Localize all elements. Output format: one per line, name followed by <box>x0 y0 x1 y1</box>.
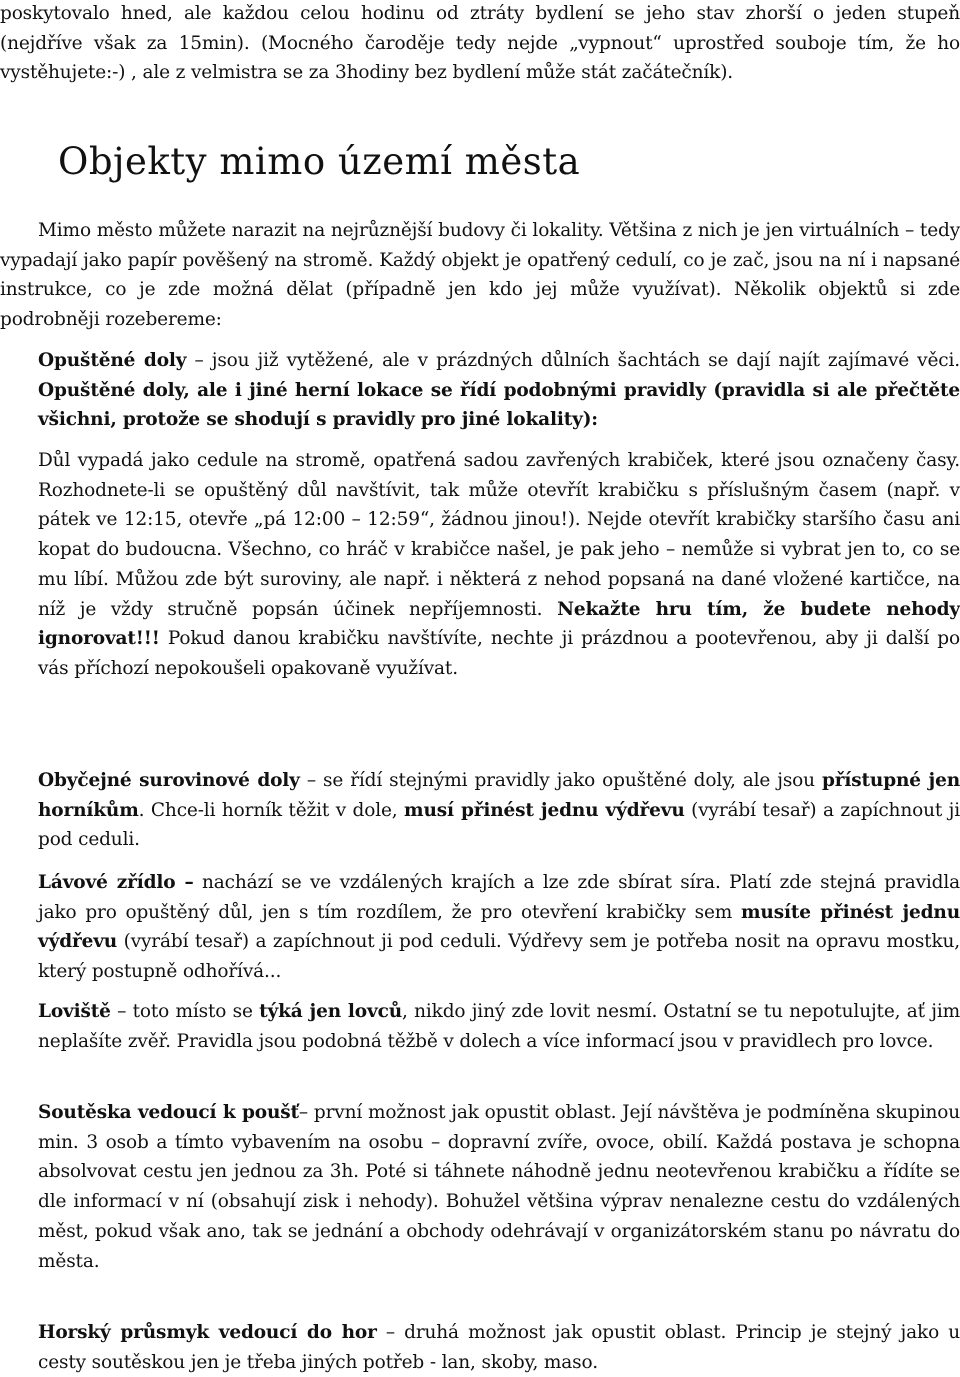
horsky-prusmyk-paragraph <box>38 1318 960 1377</box>
obycejne-doly-title: Obyčejné surovinové doly <box>38 770 300 791</box>
horsky-prusmyk-title: Horský průsmyk vedoucí do hor <box>38 1322 377 1343</box>
loviste-bold-1: týká jen lovců <box>259 1001 403 1022</box>
section-heading: Objekty mimo území města <box>58 140 581 183</box>
obycejne-doly-bold-1: přístupné jen horníkům <box>38 770 960 821</box>
souteska-paragraph <box>38 1098 960 1276</box>
dul-text-1: Důl vypadá jako cedule na stromě, opatřená sadou zavřených krabiček, které jsou označeny časy. Rozhodnete-li se opuštěný důl navštívit, tak může otevřít krabičku s příslušným časem (např. v pátek ve 12:15, otevře „pá 12:00 – 12:59“, žádnou jinou!). Nejde otevřít krabičky staršího času ani kopat do budoucna. Všechno, co hráč v krabičce našel, je pak jeho – nemůže si vybrat jen to, co se mu líbí. Můžou zde být suroviny, ale např. i některá z nehod popsaná na dané vložené kartičce, na níž je vždy stručně popsán účinek nepříjemnosti. <box>38 450 960 620</box>
souteska-title: Soutěska vedoucí k poušť <box>38 1102 299 1123</box>
opustene-doly-rule: Opuštěné doly, ale i jiné herní lokace se řídí podobnými pravidly (pravidla si ale přečtěte všichni, protože se shodují s pravidly pro jiné lokality): <box>38 379 960 431</box>
loviste-text-2: , nikdo jiný zde lovit nesmí. Ostatní se tu nepotulujte, ať jim neplašíte zvěř. Pravidla jsou podobná těžbě v dolech a více informací jsou v pravidlech pro lovce. <box>38 1001 960 1052</box>
loviste-title: Loviště <box>38 1001 111 1022</box>
lavove-zridlo-text-2: (vyrábí tesař) a zapíchnout ji pod ceduli. Výdřevy sem je potřeba nosit na opravu mostku, který postupně odhořívá... <box>38 931 960 983</box>
lavove-zridlo-title: Lávové zřídlo – <box>38 872 194 893</box>
obycejne-doly-text-2: . Chce-li horník těžit v dole, <box>138 799 405 821</box>
obycejne-doly-paragraph <box>38 766 960 855</box>
loviste-text-1: – toto místo se <box>110 1001 260 1022</box>
dul-text-2: Pokud danou krabičku navštívíte, nechte ji prázdnou a pootevřenou, aby ji další po vás příchozí nepokoušeli opakovaně využívat. <box>38 628 960 679</box>
obycejne-doly-text-3: (vyrábí tesař) a zapíchnout ji pod ceduli. <box>38 799 960 851</box>
lavove-zridlo-text-1: nachází se ve vzdálených krajích a lze zde sbírat síra. Platí zde stejná pravidla jako pro opuštěný důl, jen s tím rozdílem, že pro otevření krabičky sem <box>38 872 960 923</box>
opustene-doly-title: Opuštěné doly <box>38 350 187 371</box>
souteska-text: – první možnost jak opustit oblast. Její návštěva je podmíněna skupinou min. 3 osob a tímto vybavením na osobu – dopravní zvíře, ovoce, obilí. Každá postava je schopna absolvovat cestu jen jednou za 3h. Poté si táhnete náhodně jednu neotevřenou krabičku a řídíte se dle informací v ní (obsahují zisk i nehody). Bohužel většina výprav nenalezne cestu do vzdálených měst, pokud však ano, tak se jednání a obchody odehrávají v organizátorském stanu po návratu do města. <box>38 1102 960 1272</box>
obycejne-doly-bold-2: musí přinést jednu výdřevu <box>404 799 685 821</box>
intro-paragraph <box>0 216 960 335</box>
top-paragraph-text: poskytovalo hned, ale každou celou hodinu od ztráty bydlení se jeho stav zhorší o jeden stupeň (nejdříve však za 15min). (Mocného čaroděje tedy nejde „vypnout“ uprostřed souboje tím, že ho vystěhujete:-) , ale z velmistra se za 3hodiny bez bydlení může stát začátečník). <box>0 3 960 84</box>
opustene-doly-paragraph <box>38 346 960 435</box>
lavove-zridlo-paragraph <box>38 868 960 987</box>
horsky-prusmyk-text: – druhá možnost jak opustit oblast. Princip je stejný jako u cesty soutěskou jen je třeba jiných potřeb - lan, skoby, maso. <box>38 1322 960 1373</box>
loviste-paragraph <box>38 997 960 1056</box>
lavove-zridlo-bold-1: musíte přinést jednu výdřevu <box>38 901 960 953</box>
dul-paragraph <box>38 446 960 684</box>
dul-warning: Nekažte hru tím, že budete nehody ignorovat!!! <box>38 598 960 650</box>
intro-text: Mimo město můžete narazit na nejrůznější budovy či lokality. Většina z nich je jen virtuálních – tedy vypadají jako papír pověšený na stromě. Každý objekt je opatřený cedulí, co je zač, jsou na ní i napsané instrukce, co je zde možná dělat (případně jen kdo jej může využívat). Několik objektů si zde podrobněji rozebereme: <box>0 220 960 331</box>
top-paragraph <box>0 0 960 88</box>
obycejne-doly-text-1: – se řídí stejnými pravidly jako opuštěné doly, ale jsou <box>299 770 822 791</box>
opustene-doly-text: – jsou již vytěžené, ale v prázdných důlních šachtách se dají najít zajímavé věci. <box>186 350 960 371</box>
